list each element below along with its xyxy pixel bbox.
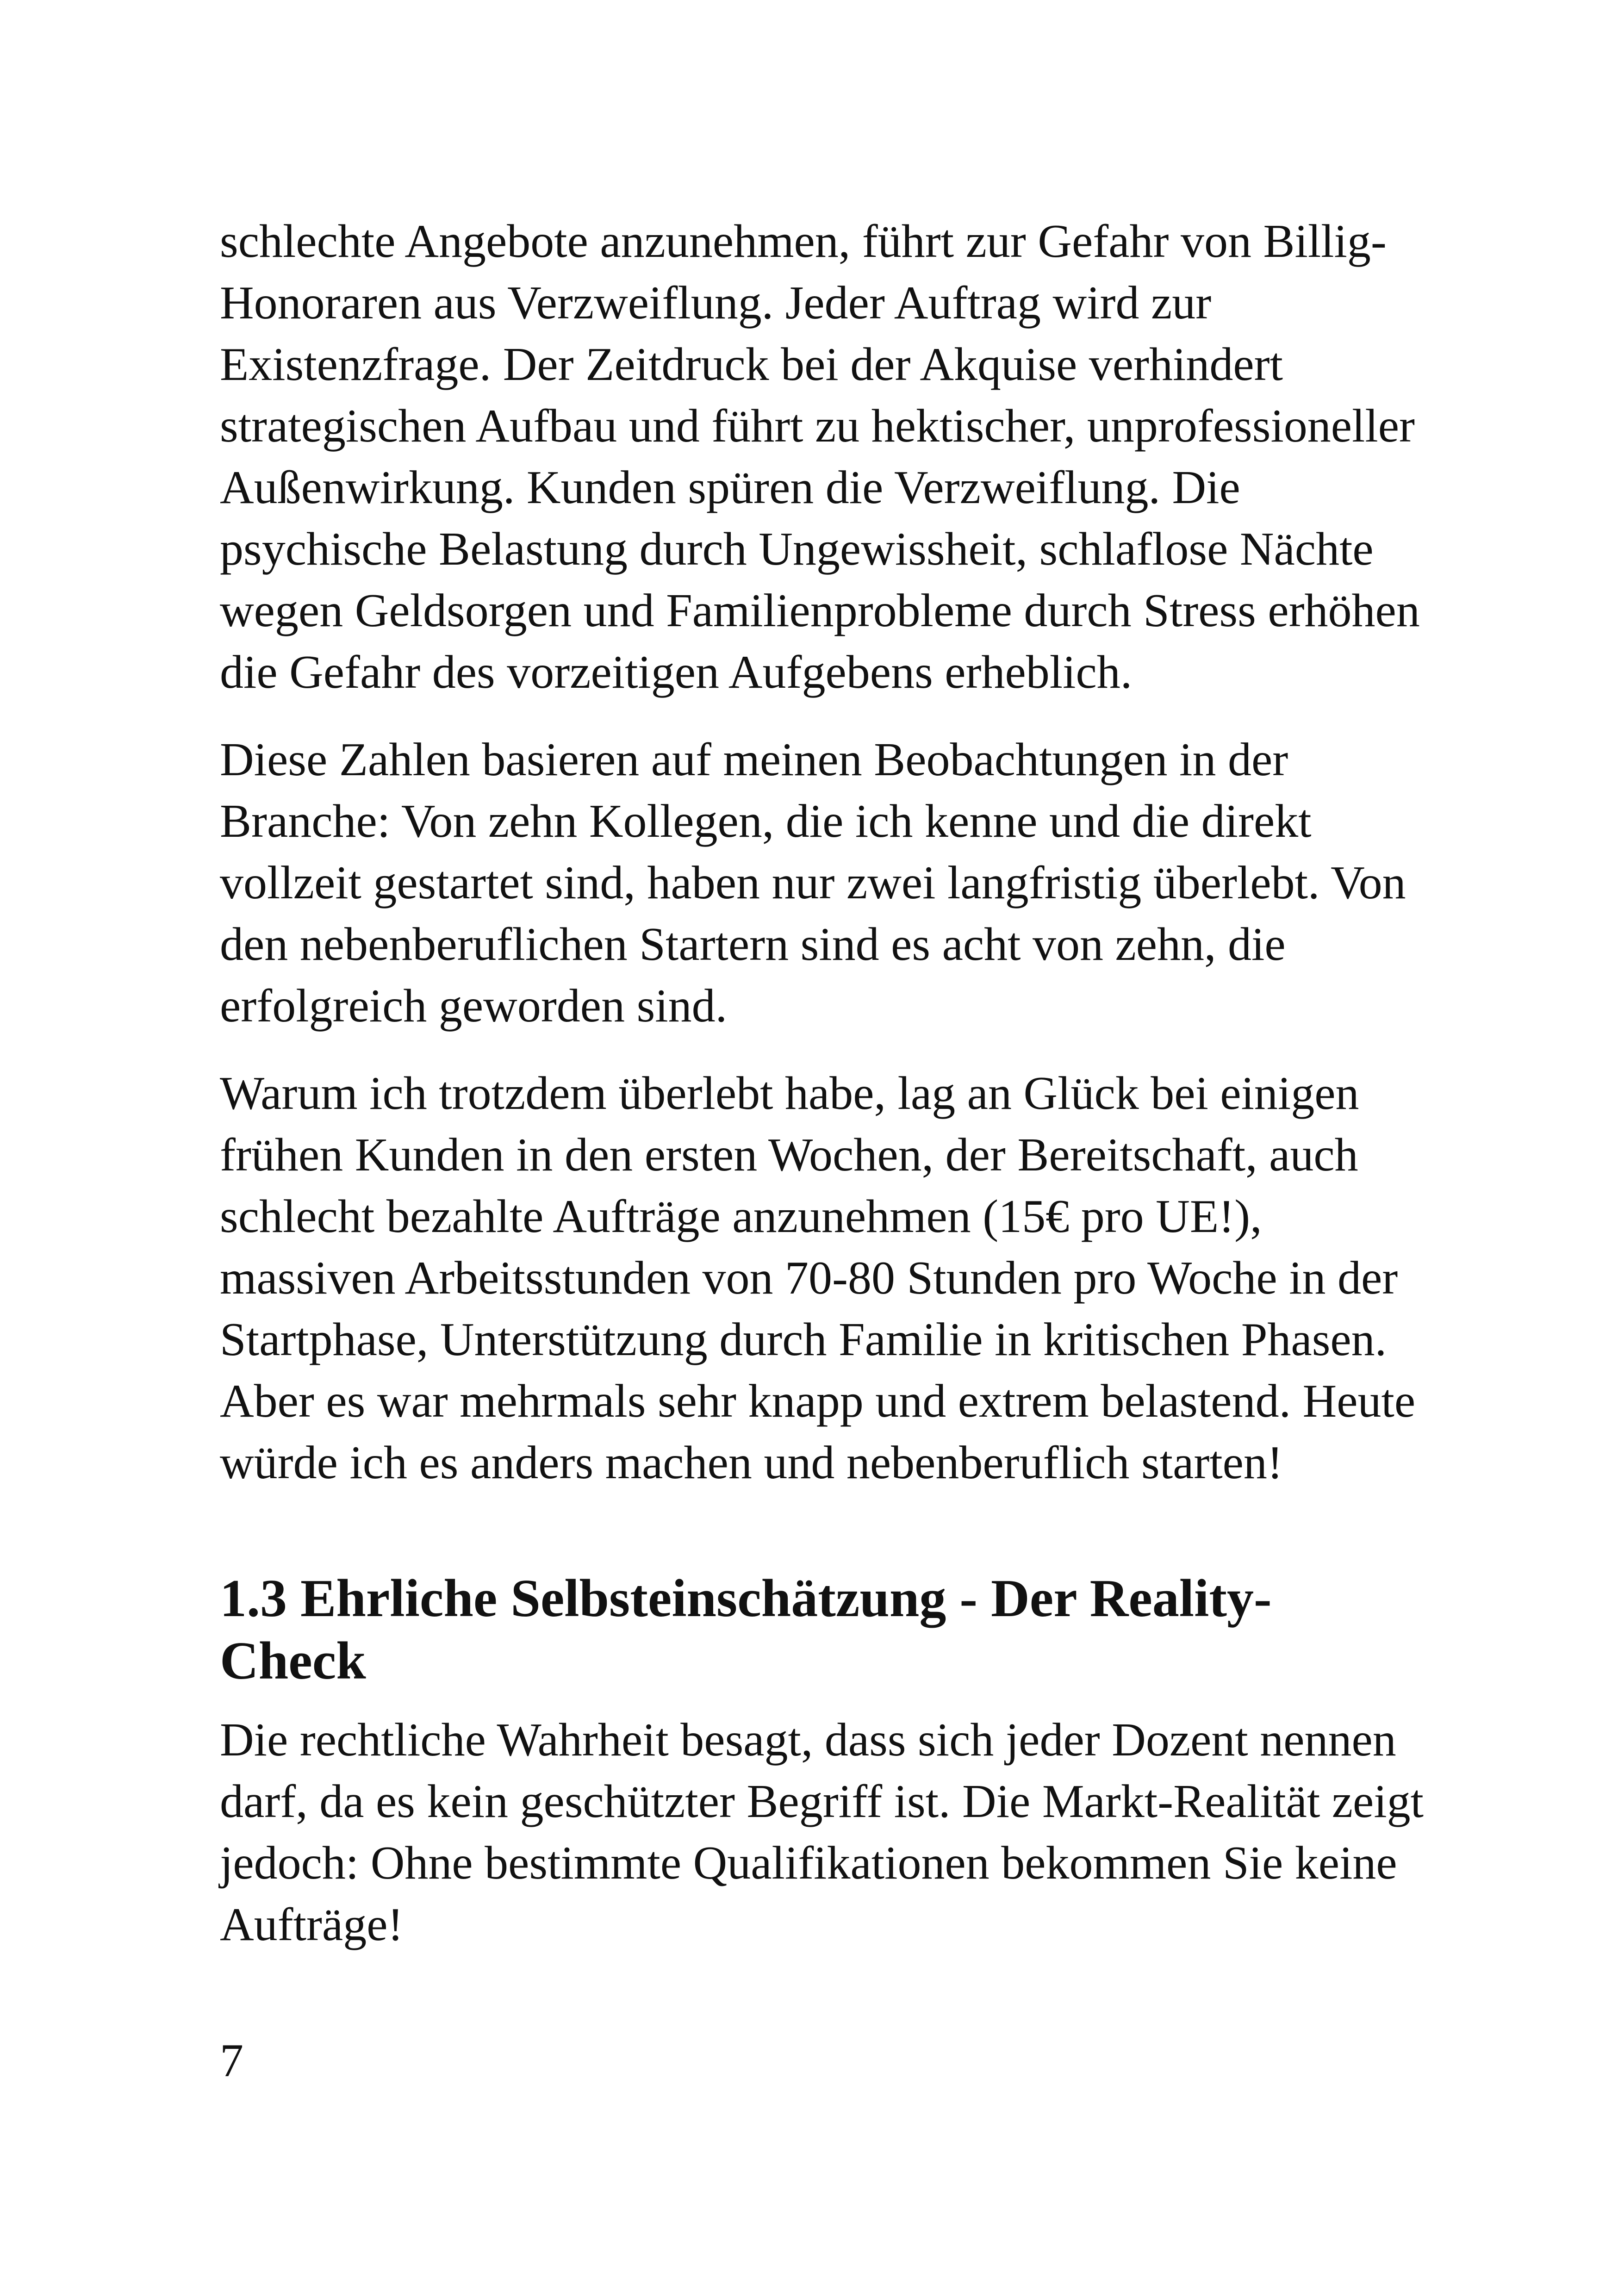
text-line: massiven Arbeitsstunden von 70-80 Stunden pro Woche in der	[220, 1252, 1398, 1304]
section-heading	[220, 1568, 1432, 1692]
paragraph-risks	[220, 211, 1432, 703]
text-line: würde ich es anders machen und nebenberuflich starten!	[220, 1437, 1283, 1489]
paragraph-survival	[220, 1063, 1432, 1493]
text-line: Aber es war mehrmals sehr knapp und extrem belastend. Heute	[220, 1375, 1416, 1427]
text-line: jedoch: Ohne bestimmte Qualifikationen bekommen Sie keine	[220, 1837, 1397, 1889]
page-number: 7	[220, 2035, 243, 2087]
text-line: Aufträge!	[220, 1898, 404, 1951]
text-line: vollzeit gestartet sind, haben nur zwei langfristig überlebt. Von	[220, 857, 1406, 909]
text-line: Außenwirkung. Kunden spüren die Verzweiflung. Die	[220, 461, 1240, 514]
text-line: frühen Kunden in den ersten Wochen, der Bereitschaft, auch	[220, 1129, 1358, 1181]
text-line: Branche: Von zehn Kollegen, die ich kenne und die direkt	[220, 795, 1312, 847]
text-line: darf, da es kein geschützter Begriff ist. Die Markt-Realität zeigt	[220, 1775, 1424, 1828]
text-line: Startphase, Unterstützung durch Familie in kritischen Phasen.	[220, 1313, 1387, 1366]
text-line: strategischen Aufbau und führt zu hektischer, unprofessioneller	[220, 400, 1415, 452]
text-line: Diese Zahlen basieren auf meinen Beobachtungen in der	[220, 734, 1288, 786]
text-line: schlechte Angebote anzunehmen, führt zur Gefahr von Billig-	[220, 215, 1387, 268]
text-line: Existenzfrage. Der Zeitdruck bei der Akquise verhindert	[220, 338, 1283, 391]
paragraph-observations	[220, 729, 1432, 1037]
heading-line: Check	[220, 1631, 366, 1691]
text-line: Honoraren aus Verzweiflung. Jeder Auftrag wird zur	[220, 277, 1212, 329]
text-line: erfolgreich geworden sind.	[220, 980, 728, 1032]
text-line: Die rechtliche Wahrheit besagt, dass sich jeder Dozent nennen	[220, 1714, 1396, 1766]
text-line: Warum ich trotzdem überlebt habe, lag an Glück bei einigen	[220, 1067, 1359, 1120]
text-line: schlecht bezahlte Aufträge anzunehmen (15€ pro UE!),	[220, 1190, 1262, 1243]
heading-line: 1.3 Ehrliche Selbsteinschätzung - Der Reality-	[220, 1569, 1272, 1628]
text-line: die Gefahr des vorzeitigen Aufgebens erheblich.	[220, 646, 1133, 698]
paragraph-legal-truth	[220, 1709, 1432, 1955]
text-line: wegen Geldsorgen und Familienprobleme durch Stress erhöhen	[220, 585, 1420, 637]
text-line: psychische Belastung durch Ungewissheit, schlaflose Nächte	[220, 523, 1374, 575]
text-line: den nebenberuflichen Startern sind es acht von zehn, die	[220, 918, 1286, 971]
page-content	[220, 211, 1432, 1981]
